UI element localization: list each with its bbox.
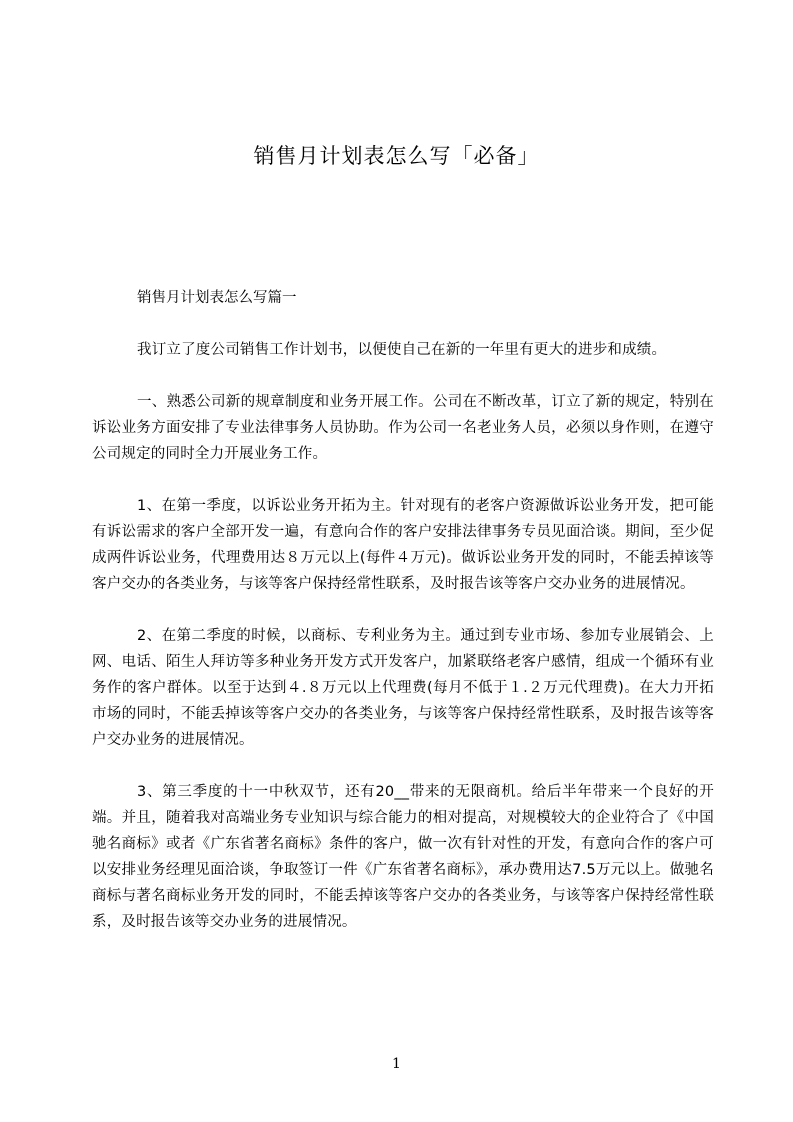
paragraph-q1: 1、在第一季度，以诉讼业务开拓为主。针对现有的老客户资源做诉讼业务开发，把可能有诉讼需求的客户全部开发一遍，有意向合作的客户安排法律事务专员见面洽谈。期间，至少促成两件诉讼业务，代理费用达８万元以上(每件４万元)。做诉讼业务开发的同时，不能丢掉该等客户交办的各类业务，与该等客户保持经常性联系，及时报告该等客户交办业务的进展情况。 <box>92 498 714 592</box>
paragraph-rules: 一、熟悉公司新的规章制度和业务开展工作。公司在不断改革，订立了新的规定，特别在诉讼业务方面安排了专业法律事务人员协助。作为公司一名老业务人员，必须以身作则，在遵守公司规定的同时全力开展业务工作。 <box>92 394 714 462</box>
paragraph-q2: 2、在第二季度的时候，以商标、专利业务为主。通过到专业市场、参加专业展销会、上网、电话、陌生人拜访等多种业务开发方式开发客户，加紧联络老客户感情，组成一个循环有业务作的客户群体。以至于达到４.８万元以上代理费(每月不低于１.２万元代理费)。在大力开拓市场的同时，不能丢掉该等客户交办的各类业务，与该等客户保持经常性联系，及时报告该等客户交办业务的进展情况。 <box>92 628 714 748</box>
document-title: 销售月计划表怎么写「必备」 <box>253 144 540 168</box>
paragraph-q3: 3、第三季度的十一中秋双节，还有20__带来的无限商机。给后半年带来一个良好的开端。并且，随着我对高端业务专业知识与综合能力的相对提高，对规模较大的企业符合了《中国驰名商标》或者《广东省著名商标》条件的客户，做一次有针对性的开发，有意向合作的客户可以安排业务经理见面洽谈，争取签订一件《广东省著名商标》，承办费用达7.5万元以上。做驰名商标与著名商标业务开发的同时，不能丢掉该等客户交办的各类业务，与该等客户保持经常性联系，及时报告该等交办业务的进展情况。 <box>92 784 714 930</box>
section-heading: 销售月计划表怎么写篇一 <box>137 290 297 306</box>
paragraph-intro: 我订立了度公司销售工作计划书，以便使自己在新的一年里有更大的进步和成绩。 <box>137 342 667 358</box>
page-number: 1 <box>392 1056 401 1072</box>
document-body <box>92 285 714 961</box>
